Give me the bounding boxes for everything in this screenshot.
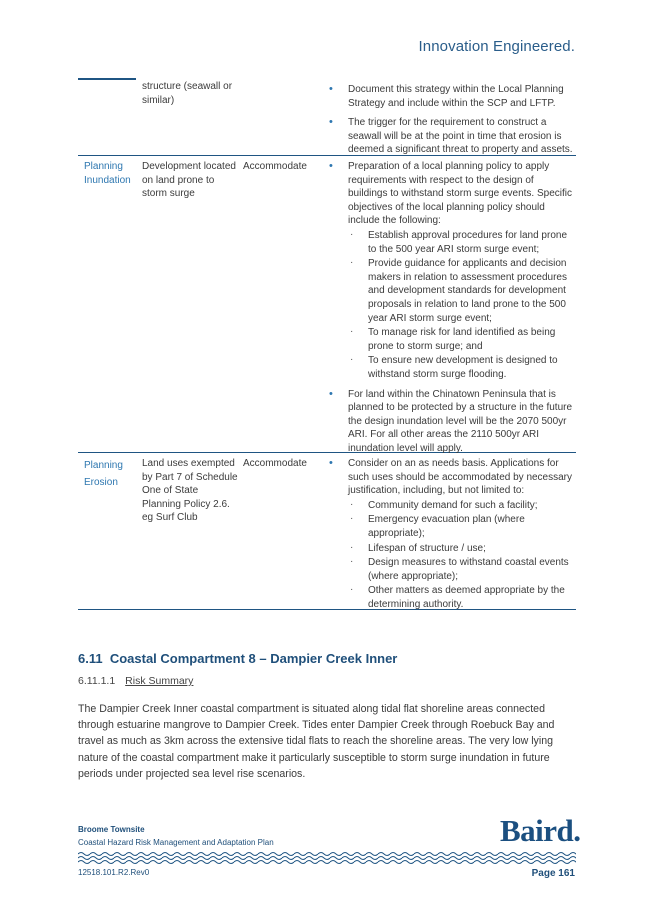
sub-list (348, 499, 574, 612)
table-row (78, 156, 576, 453)
footer-client: Broome Townsite (78, 825, 145, 834)
section-number: 6.11 (78, 651, 103, 666)
section-title: Coastal Compartment 8 – Dampier Creek Inner (109, 651, 398, 666)
row0-actions (328, 83, 574, 157)
sub-bullet-icon: · (350, 513, 354, 525)
bullet-icon: • (329, 160, 333, 172)
bullet-item: • For land within the Chinatown Peninsula that is planned to be protected by a structure in the future the design inundation level will be the 2070 500yr ARI. For all other areas the 2110 500yr ARI inundation level will apply. (329, 387, 573, 454)
sub-bullet-icon: · (350, 556, 354, 568)
header-tagline: Innovation Engineered. (418, 38, 575, 55)
sub-bullet-icon: · (350, 228, 354, 240)
bullet-icon: • (329, 387, 333, 400)
sub-bullet-icon: · (350, 257, 354, 269)
row0-issue: structure (seawall or similar) (142, 81, 233, 106)
baird-logo: Baird. (500, 813, 581, 848)
row1-response: Accommodate (243, 161, 307, 172)
section-heading (78, 651, 397, 666)
sub-list-item: · Provide guidance for applicants and decision makers in relation to assessment procedures and development standards for development proposals in relation to land prone to the 500 year ARI storm surge event; (350, 257, 567, 324)
sub-list-item: · To ensure new development is designed to withstand storm surge flooding. (350, 354, 558, 380)
row2-category: Planning Erosion (84, 460, 123, 488)
bullet-item: • Preparation of a local planning policy to apply requirements with respect to the design of buildings to withstand storm surge events. Specific objectives of the local planning policy should include the following: · Establish approval procedures for land prone to the 500 year ARI storm surge event; · Provide guidance for applicants and decision makers in relation to assessment procedures and development standards for development proposals in relation to land prone to the 500 year ARI storm surge event; · To manage risk for land identified as being prone to storm surge; and · To ensure new development is designed to withstand storm surge flooding. (329, 160, 572, 380)
sub-bullet-icon: · (350, 498, 354, 510)
subsection-title: Risk Summary (125, 675, 194, 687)
footer-wave-divider (78, 851, 576, 865)
row1-category: Planning Inundation (84, 161, 131, 186)
sub-list-item: · To manage risk for land identified as being prone to storm surge; and (350, 326, 556, 352)
document-reference: 12518.101.R2.Rev0 (78, 868, 150, 877)
sub-bullet-icon: · (350, 541, 354, 553)
sub-list-item: · Other matters as deemed appropriate by the determining authority. (350, 584, 565, 610)
row2-actions (328, 457, 574, 613)
table-row (78, 78, 576, 156)
sub-bullet-icon: · (350, 326, 354, 338)
bullet-icon: • (329, 457, 333, 469)
row2-issue: Land uses exempted by Part 7 of Schedule One of State Planning Policy 2.6. eg Surf Club (142, 458, 238, 524)
bullet-item: • Consider on an as needs basis. Applications for such uses should be accommodated by necessary justification, including, but not limited to: · Community demand for such a facility; · Emergency evacuation plan (where appropriate); · Lifespan of structure / use; · Design measures to withstand coastal events (where appropriate); · Other matters as deemed appropriate by the determining authority. (329, 457, 573, 610)
sub-bullet-icon: · (350, 354, 354, 366)
sub-list-item: · Emergency evacuation plan (where appropriate); (350, 513, 525, 539)
sub-list-item: · Lifespan of structure / use; (350, 541, 486, 554)
body-paragraph: The Dampier Creek Inner coastal compartment is situated along tidal flat shoreline areas connected through estuarine mangrove to Dampier Creek. Tides enter Dampier Creek through Roebuck Bay and travel as much as 3km across the extensive tidal flats to reach the shoreline areas. The very low lying nature of the coastal compartment make it particularly susceptible to storm surge inundation in future periods under projected sea level rise scenarios. (78, 703, 555, 780)
sub-list-item: · Design measures to withstand coastal events (where appropriate); (350, 556, 569, 582)
sub-list-item: · Establish approval procedures for land prone to the 500 year ARI storm surge event; (350, 228, 568, 255)
bullet-icon: • (329, 116, 333, 129)
footer-doc-title: Coastal Hazard Risk Management and Adaptation Plan (78, 838, 274, 847)
subsection-heading (78, 675, 193, 687)
row1-actions (328, 160, 574, 455)
sub-list-item: · Community demand for such a facility; (350, 498, 538, 511)
strategy-table (78, 78, 576, 610)
page-number: Page 161 (531, 868, 575, 879)
table-row (78, 453, 576, 610)
subsection-number: 6.11.1.1 (78, 675, 116, 687)
row1-issue: Development located on land prone to storm surge (142, 161, 236, 200)
bullet-icon: • (329, 83, 333, 95)
row2-response: Accommodate (243, 458, 307, 469)
sub-bullet-icon: · (350, 584, 354, 596)
bullet-item: • Document this strategy within the Local Planning Strategy and include within the SCP and LFTP. (329, 83, 564, 109)
sub-list (348, 229, 574, 382)
bullet-item: • The trigger for the requirement to construct a seawall will be at the point in time that erosion is deemed a significant threat to property and assets. (329, 116, 573, 156)
